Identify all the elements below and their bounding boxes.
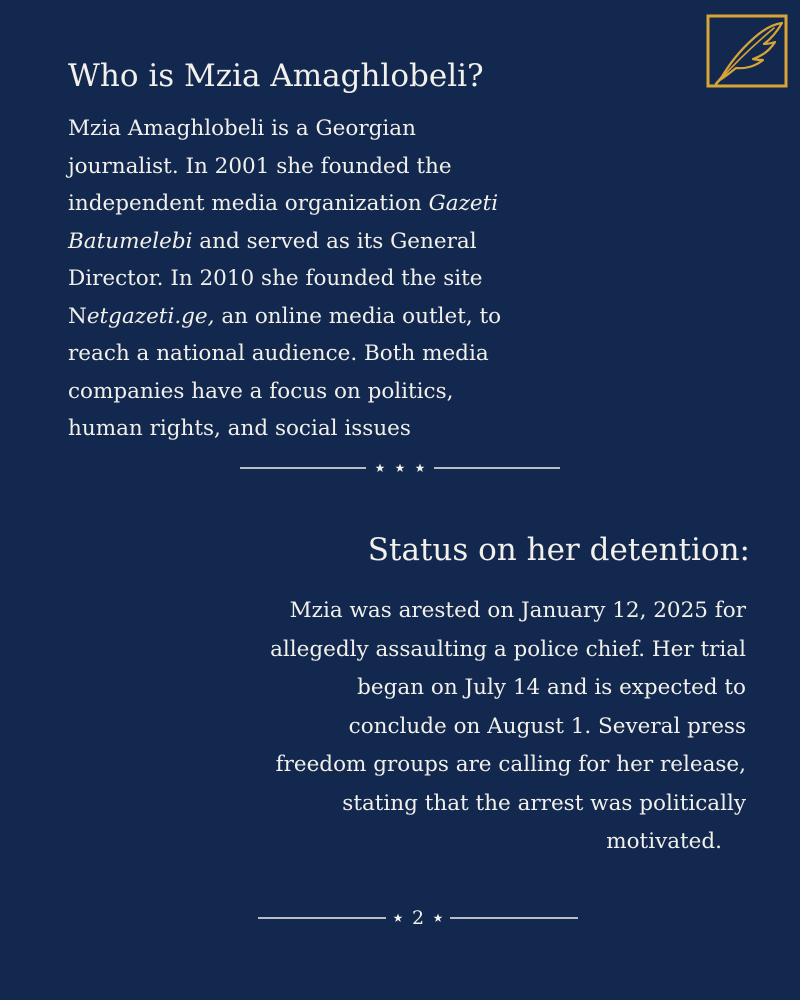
bio-line [68,223,568,261]
bio-line: reach a national audience. Both media [68,341,489,366]
bio-text: and served as its General [192,228,477,254]
bio-text: N [68,303,87,329]
status-line: motivated. [606,829,722,854]
status-paragraph [186,592,746,862]
status-line: conclude on August 1. Several press [348,713,746,739]
status-line: Mzia was arested on January 12, 2025 for [289,598,746,623]
bio-line: Director. In 2010 she founded the site [68,266,483,291]
section-heading-who: Who is Mzia Amaghlobeli? [68,58,484,94]
status-line: began on July 14 and is expected to [357,675,746,700]
quill-feather-icon [706,14,788,88]
bio-line: human rights, and social issues [68,416,411,441]
status-line: stating that the arrest was politically [342,790,746,816]
bio-line: Mzia Amaghlobeli is a Georgian [68,116,416,141]
publication-name: Batumelebi [68,228,193,254]
bio-line: companies have a focus on politics, [68,378,454,404]
bio-line [68,298,568,336]
bio-text: an online media outlet, to [214,303,502,329]
page-footer [258,904,578,932]
bio-paragraph [68,110,568,448]
bio-text: independent media organization [68,191,429,216]
website-name: etgazeti.ge, [86,303,215,329]
bio-line [68,185,568,223]
section-heading-status: Status on her detention: [367,532,750,568]
three-stars-divider-icon [240,461,560,475]
status-line: allegedly assaulting a police chief. Her trial [270,636,746,662]
status-line: freedom groups are calling for her release, [275,752,746,777]
publication-name: Gazeti [428,191,499,216]
page-number: 2 [411,907,425,929]
bio-line: journalist. In 2001 she founded the [68,153,452,179]
